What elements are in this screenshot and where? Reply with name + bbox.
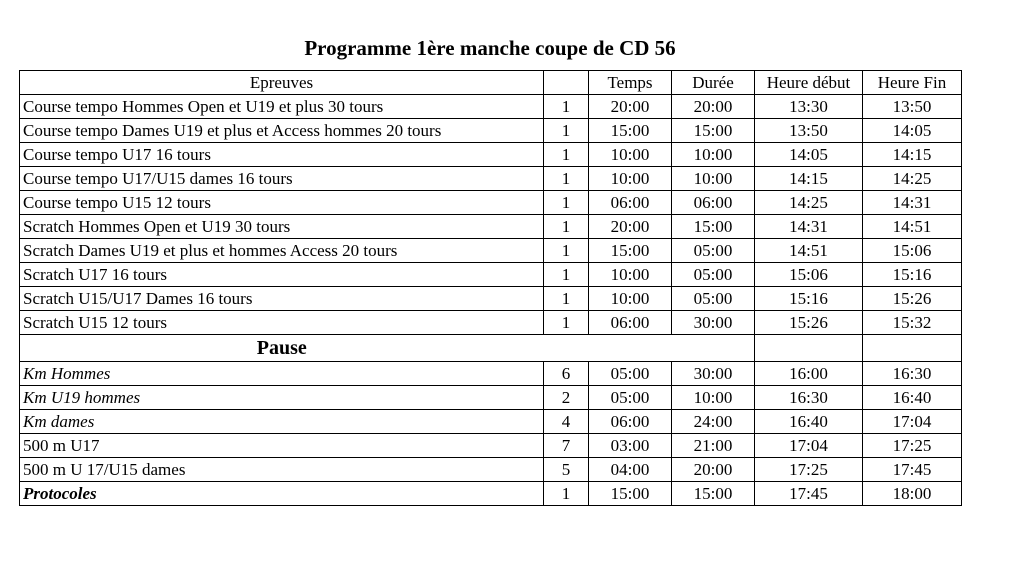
num-cell: 5 (544, 458, 589, 482)
table-row (20, 239, 962, 263)
fin-cell: 17:04 (863, 410, 962, 434)
num-cell: 1 (544, 119, 589, 143)
duree-cell: 30:00 (672, 311, 755, 335)
debut-cell: 13:30 (755, 95, 863, 119)
temps-cell: 03:00 (589, 434, 672, 458)
duree-cell: 10:00 (672, 386, 755, 410)
temps-cell: 06:00 (589, 191, 672, 215)
epreuve-cell: Course tempo U17/U15 dames 16 tours (20, 167, 544, 191)
table-row (20, 215, 962, 239)
temps-cell: 05:00 (589, 362, 672, 386)
duree-cell: 24:00 (672, 410, 755, 434)
table-row (20, 434, 962, 458)
table-row (20, 143, 962, 167)
table-row (20, 311, 962, 335)
fin-cell: 14:31 (863, 191, 962, 215)
debut-cell: 13:50 (755, 119, 863, 143)
num-cell: 6 (544, 362, 589, 386)
duree-cell: 05:00 (672, 287, 755, 311)
fin-cell: 14:15 (863, 143, 962, 167)
page-title: Programme 1ère manche coupe de CD 56 (304, 36, 676, 60)
debut-cell: 14:05 (755, 143, 863, 167)
debut-cell: 14:51 (755, 239, 863, 263)
header-epreuves: Epreuves (20, 71, 544, 95)
num-cell: 1 (544, 215, 589, 239)
fin-cell: 15:32 (863, 311, 962, 335)
duree-cell: 06:00 (672, 191, 755, 215)
epreuve-cell: 500 m U 17/U15 dames (20, 458, 544, 482)
fin-cell: 14:51 (863, 215, 962, 239)
temps-cell: 15:00 (589, 239, 672, 263)
temps-cell: 10:00 (589, 263, 672, 287)
debut-cell: 14:31 (755, 215, 863, 239)
num-cell: 1 (544, 191, 589, 215)
num-cell: 1 (544, 143, 589, 167)
table-row (20, 410, 962, 434)
temps-cell: 20:00 (589, 95, 672, 119)
epreuve-cell: Scratch Hommes Open et U19 30 tours (20, 215, 544, 239)
temps-cell: 10:00 (589, 287, 672, 311)
fin-cell: 17:45 (863, 458, 962, 482)
epreuve-cell: Course tempo U17 16 tours (20, 143, 544, 167)
temps-cell: 06:00 (589, 311, 672, 335)
epreuve-cell: Course tempo Dames U19 et plus et Access hommes 20 tours (20, 119, 544, 143)
table-row (20, 362, 962, 386)
pause-row (20, 335, 962, 362)
debut-cell: 15:06 (755, 263, 863, 287)
fin-cell: 18:00 (863, 482, 962, 506)
epreuve-cell: Course tempo U15 12 tours (20, 191, 544, 215)
debut-cell: 17:04 (755, 434, 863, 458)
debut-cell: 17:45 (755, 482, 863, 506)
pause-label: Pause (20, 335, 544, 362)
temps-cell: 04:00 (589, 458, 672, 482)
temps-cell: 15:00 (589, 482, 672, 506)
epreuve-cell: Scratch U15 12 tours (20, 311, 544, 335)
table-row (20, 482, 962, 506)
pause-debut-cell (755, 335, 863, 362)
header-row (20, 71, 962, 95)
header-heure-fin: Heure Fin (863, 71, 962, 95)
duree-cell: 10:00 (672, 167, 755, 191)
epreuve-cell: Scratch U15/U17 Dames 16 tours (20, 287, 544, 311)
num-cell: 1 (544, 287, 589, 311)
debut-cell: 16:00 (755, 362, 863, 386)
temps-cell: 10:00 (589, 143, 672, 167)
num-cell: 4 (544, 410, 589, 434)
num-cell: 1 (544, 167, 589, 191)
duree-cell: 10:00 (672, 143, 755, 167)
table-row (20, 191, 962, 215)
epreuve-cell: Protocoles (20, 482, 544, 506)
num-cell: 7 (544, 434, 589, 458)
debut-cell: 17:25 (755, 458, 863, 482)
table-row (20, 119, 962, 143)
table-row (20, 95, 962, 119)
duree-cell: 20:00 (672, 95, 755, 119)
header-heure-debut: Heure début (755, 71, 863, 95)
fin-cell: 14:05 (863, 119, 962, 143)
pause-fin-cell (863, 335, 962, 362)
fin-cell: 16:30 (863, 362, 962, 386)
table-row (20, 458, 962, 482)
fin-cell: 17:25 (863, 434, 962, 458)
schedule-table (19, 70, 962, 506)
epreuve-cell: Km dames (20, 410, 544, 434)
duree-cell: 30:00 (672, 362, 755, 386)
fin-cell: 14:25 (863, 167, 962, 191)
num-cell: 1 (544, 311, 589, 335)
debut-cell: 14:15 (755, 167, 863, 191)
header-num (544, 71, 589, 95)
epreuve-cell: Scratch U17 16 tours (20, 263, 544, 287)
epreuve-cell: Km Hommes (20, 362, 544, 386)
epreuve-cell: 500 m U17 (20, 434, 544, 458)
debut-cell: 16:40 (755, 410, 863, 434)
epreuve-cell: Scratch Dames U19 et plus et hommes Access 20 tours (20, 239, 544, 263)
duree-cell: 20:00 (672, 458, 755, 482)
fin-cell: 16:40 (863, 386, 962, 410)
num-cell: 1 (544, 263, 589, 287)
table-row (20, 167, 962, 191)
debut-cell: 15:16 (755, 287, 863, 311)
num-cell: 1 (544, 482, 589, 506)
header-temps: Temps (589, 71, 672, 95)
temps-cell: 10:00 (589, 167, 672, 191)
num-cell: 2 (544, 386, 589, 410)
table-row (20, 263, 962, 287)
duree-cell: 15:00 (672, 482, 755, 506)
debut-cell: 16:30 (755, 386, 863, 410)
duree-cell: 05:00 (672, 239, 755, 263)
table-row (20, 287, 962, 311)
fin-cell: 13:50 (863, 95, 962, 119)
num-cell: 1 (544, 239, 589, 263)
fin-cell: 15:06 (863, 239, 962, 263)
num-cell: 1 (544, 95, 589, 119)
fin-cell: 15:26 (863, 287, 962, 311)
duree-cell: 15:00 (672, 119, 755, 143)
pause-spacer (544, 335, 755, 362)
duree-cell: 21:00 (672, 434, 755, 458)
header-duree: Durée (672, 71, 755, 95)
temps-cell: 06:00 (589, 410, 672, 434)
debut-cell: 15:26 (755, 311, 863, 335)
epreuve-cell: Km U19 hommes (20, 386, 544, 410)
duree-cell: 05:00 (672, 263, 755, 287)
duree-cell: 15:00 (672, 215, 755, 239)
temps-cell: 05:00 (589, 386, 672, 410)
epreuve-cell: Course tempo Hommes Open et U19 et plus 30 tours (20, 95, 544, 119)
debut-cell: 14:25 (755, 191, 863, 215)
temps-cell: 20:00 (589, 215, 672, 239)
temps-cell: 15:00 (589, 119, 672, 143)
table-row (20, 386, 962, 410)
fin-cell: 15:16 (863, 263, 962, 287)
